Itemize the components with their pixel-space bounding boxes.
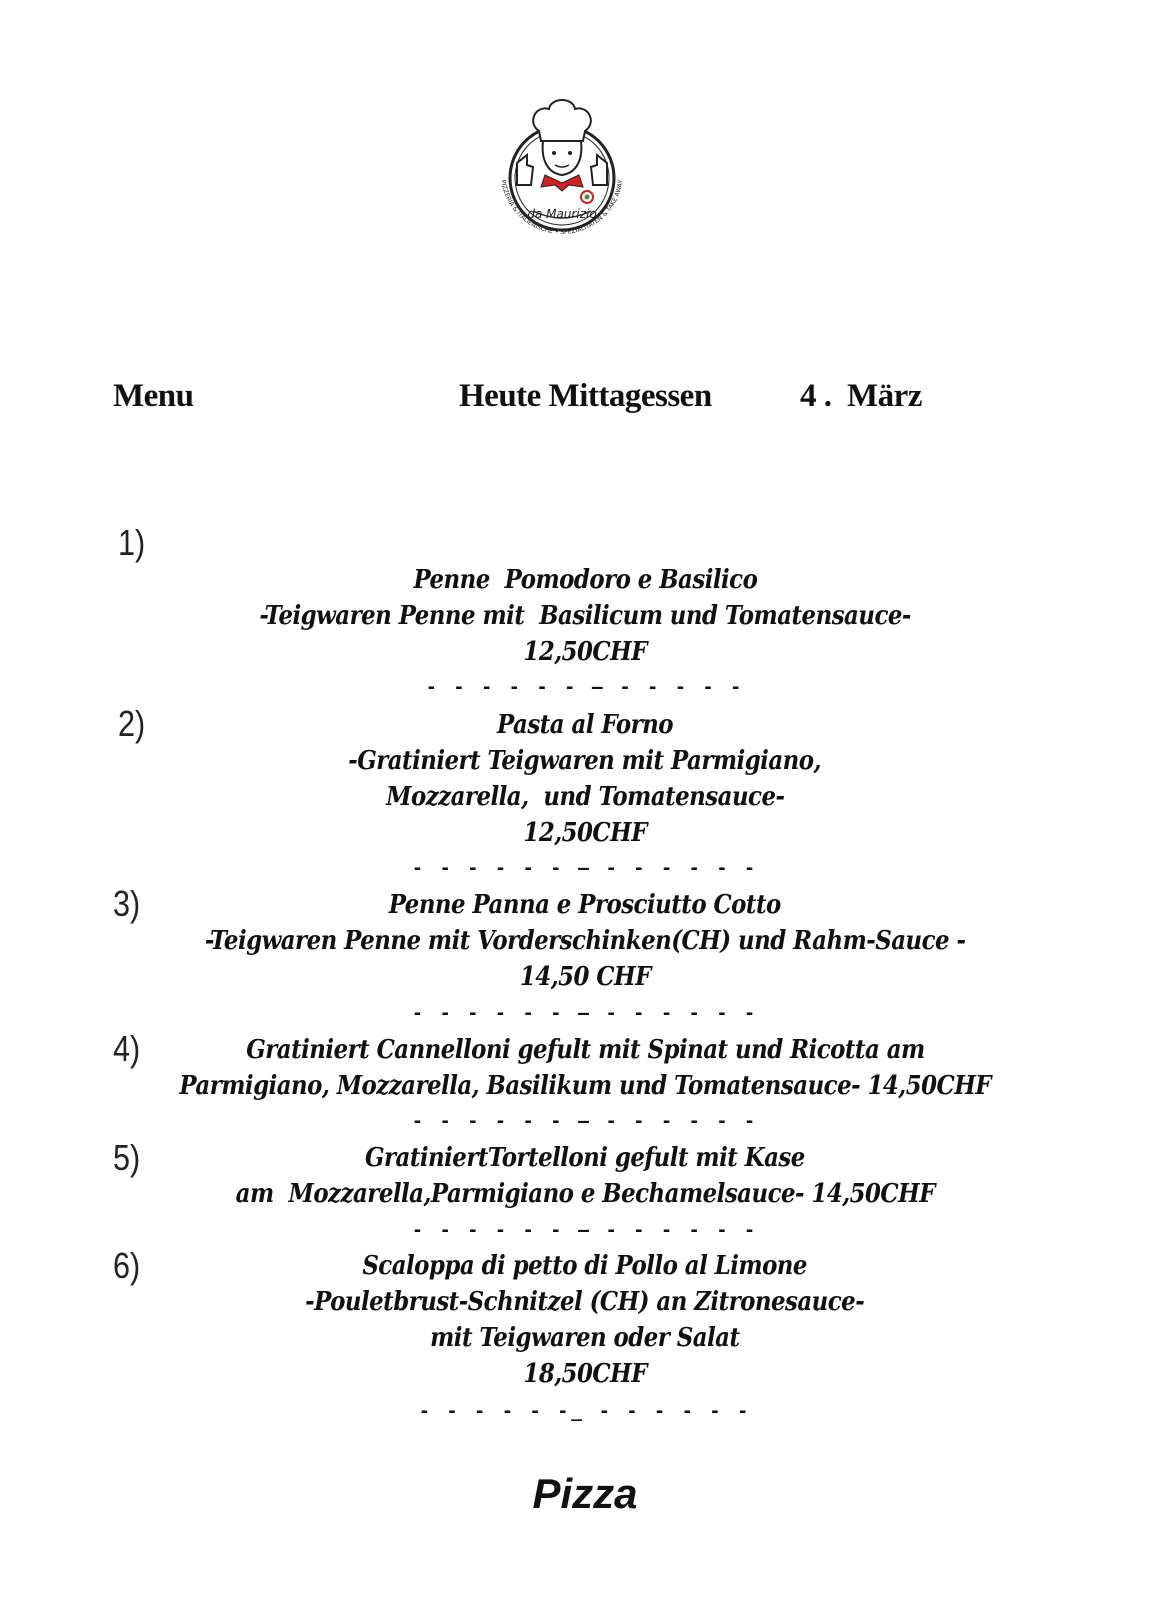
item-price: 18,50CHF [523,1359,647,1389]
item-description: -Teigwaren Penne mit Basilicum und Tomatensauce- [259,601,911,631]
item-description: am Mozzarella,Parmigiano e Bechamelsauce- 14,50CHF [235,1179,935,1209]
menu-header [0,378,1170,422]
item-description: -Pouletbrust-Schnitzel (CH) an Zitronesauce- [305,1287,865,1317]
separator-line: - - - - - - – - - - - - - [412,858,758,879]
item-number: 2) [118,703,146,744]
item-title: GratiniertTortelloni gefult mit Kase [365,1143,805,1173]
item-price: 12,50CHF [523,637,647,667]
separator-line: - - - - - - – - - - - - - [412,1111,758,1132]
separator-line: - - - - - - – - - - - - - [412,1003,758,1024]
item-number: 1) [118,522,146,563]
item-number: 3) [113,883,141,924]
menu-date: 4 . März [800,378,922,414]
item-price: 12,50CHF [523,818,647,848]
item-title: Penne Panna e Prosciutto Cotto [388,890,781,920]
item-description: Parmigiano, Mozzarella, Basilikum und Tomatensauce- 14,50CHF [179,1071,991,1101]
page-title: Heute Mittagessen [459,378,712,414]
item-number: 4) [113,1028,141,1069]
separator-line: - - - - - -_ - - - - - - [418,1401,752,1422]
menu-label: Menu [113,378,194,414]
item-description: Mozzarella, und Tomatensauce- [385,782,785,812]
item-description: mit Teigwaren oder Salat [430,1323,740,1353]
item-description: -Teigwaren Penne mit Vorderschinken(CH) und Rahm-Sauce - [204,926,966,956]
item-title: Penne Pomodoro e Basilico [413,565,757,595]
logo-brand-name: da Maurizio [527,207,597,221]
item-number: 6) [113,1245,141,1286]
item-price: 14,50 CHF [519,962,651,992]
restaurant-logo [487,93,637,248]
item-title: Gratiniert Cannelloni gefult mit Spinat und Ricotta am [245,1035,925,1065]
section-title-pizza: Pizza [532,1470,638,1517]
item-title: Pasta al Forno [497,710,673,740]
separator-line: - - - - - - – - - - - - - [412,1220,758,1241]
chef-logo-icon [487,93,637,248]
logo-ring-text: PIZZERIA & ITALIENISCHE • SPEZIALITÄTEN & TAKE AWAY [499,179,625,237]
item-title: Scaloppa di petto di Pollo al Limone [362,1251,808,1281]
separator-line: - - - - - - – - - - - - [425,677,745,698]
item-description: -Gratiniert Teigwaren mit Parmigiano, [348,746,822,776]
item-number: 5) [113,1137,141,1178]
